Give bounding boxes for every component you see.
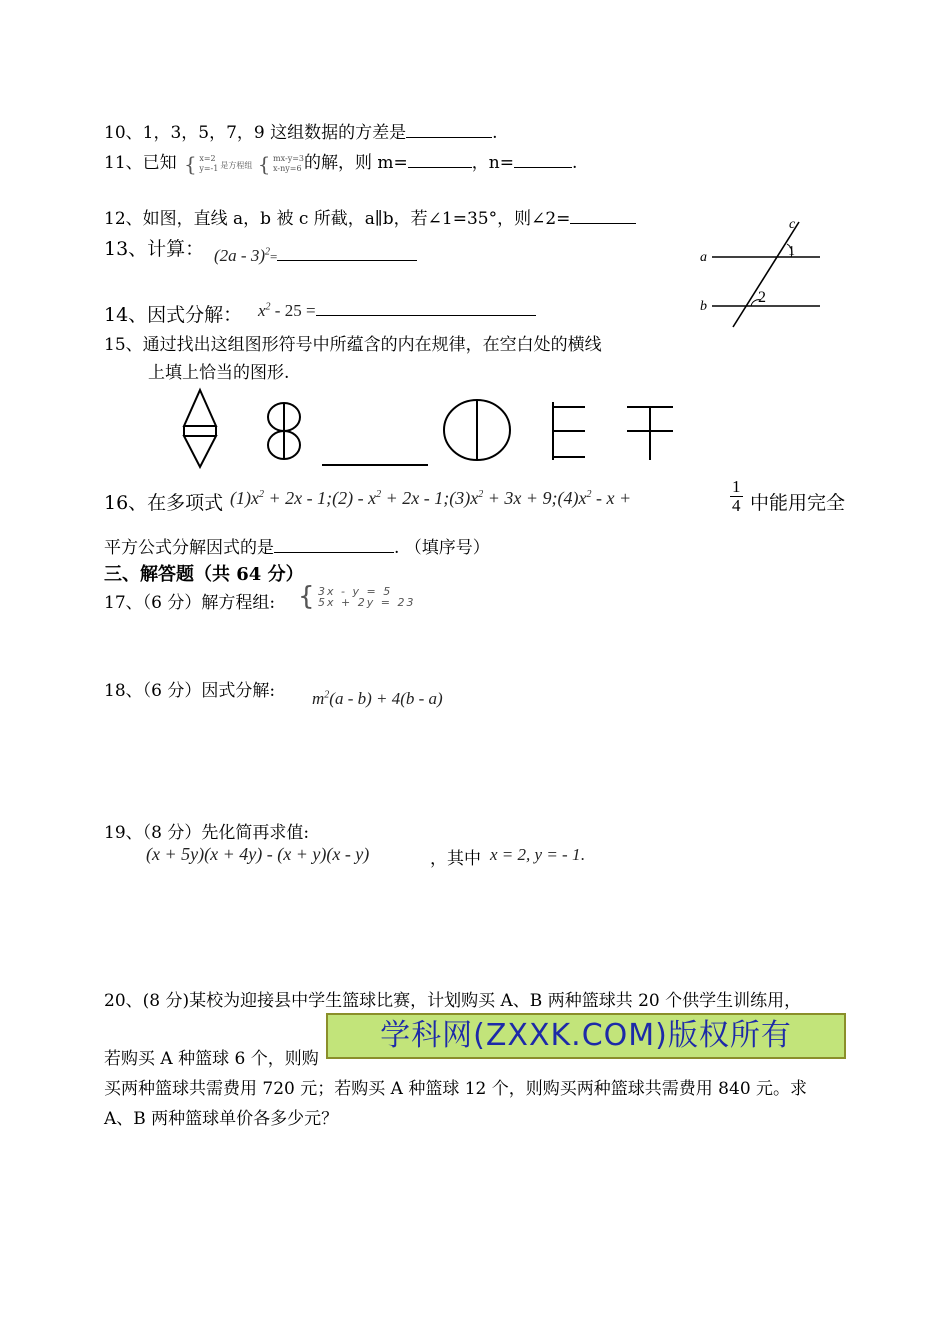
q16-fraction: $\frac{1}{4}$ xyxy=(732,477,741,515)
q18-expression: $m^2(a - b) + 4(b - a)$ xyxy=(312,689,443,708)
q16-polynomials: $(1)x^2 + 2x$ - 1;(2) - $x^2 + 2x$ - $1;(3)x^2 + 3x$ + $9;(4)x^2$ - x + xyxy=(230,488,632,508)
question-19: 19、（8 分）先化简再求值: xyxy=(104,823,310,843)
question-20-line3: 买两种篮球共需费用 720 元；若购买 A 种篮球 12 个，则购买两种篮球共需费用 840 元。求 xyxy=(104,1079,808,1099)
q11-m-blank[interactable] xyxy=(408,166,472,168)
question-16: 16、在多项式 xyxy=(104,492,224,514)
pattern-shape-1 xyxy=(184,390,216,467)
copyright-watermark: 学科网(ZXXK.COM)版权所有 xyxy=(326,1013,846,1059)
question-20-line2: 若购买 A 种篮球 6 个，则购 xyxy=(104,1049,319,1069)
q16-line2: 平方公式分解因式的是 . （填序号） xyxy=(104,538,490,558)
q19-condition: x = 2, y = - 1. xyxy=(490,845,585,864)
parallel-lines-figure xyxy=(695,214,835,334)
pattern-shape-4 xyxy=(444,400,510,460)
question-10: 10、1，3，5，7，9 这组数据的方差是 . xyxy=(104,123,498,143)
label-a: a xyxy=(700,250,707,265)
question-11: 11、已知 { x=2 y=-1 是方程组 { mx-y=3 x-ny=6 的解，则 m= ，n= . xyxy=(104,151,578,176)
question-12: 12、如图，直线 a，b 被 c 所截，a∥b，若∠1=35°，则∠2= xyxy=(104,204,636,229)
question-20-line4: A、B 两种篮球单价各多少元？ xyxy=(104,1109,339,1129)
angle-2-label: 2 xyxy=(758,289,766,306)
pattern-shape-6 xyxy=(627,407,673,460)
question-20-line1: 20、(8 分)某校为迎接县中学生篮球比赛，计划购买 A、B 两种篮球共 20 个供学生训练用， xyxy=(104,991,802,1011)
q16-tail: 中能用完全 xyxy=(750,492,846,514)
q19-condition-label: ，其中 xyxy=(430,849,481,869)
q11-solution-system: { x=2 y=-1 xyxy=(184,151,219,176)
q19-expression: (x + 5y)(x + 4y) - (x + y)(x - y) xyxy=(146,844,370,864)
question-18: 18、（6 分）因式分解: xyxy=(104,681,276,701)
label-c: c xyxy=(789,217,796,232)
label-b: b xyxy=(700,299,707,314)
pattern-shape-2 xyxy=(268,403,300,459)
q14-answer-blank[interactable] xyxy=(316,314,536,316)
section-3-title: 三、解答题（共 64 分） xyxy=(104,564,304,585)
q10-text: 10、1，3，5，7，9 这组数据的方差是 xyxy=(104,123,407,143)
q11-n-blank[interactable] xyxy=(514,166,572,168)
q13-answer-blank[interactable] xyxy=(277,259,417,261)
q12-answer-blank[interactable] xyxy=(570,222,636,224)
q17-equation-system: { 3x - y = 5 5x + 2y = 23 xyxy=(298,581,416,612)
q14-expression: $x^2 - 25$ = xyxy=(258,301,536,321)
q10-answer-blank[interactable] xyxy=(406,136,492,138)
question-13: 13、计算： xyxy=(104,238,205,260)
q13-expression: (2a - 3)$^2$= xyxy=(214,246,417,266)
question-15-line2: 上填上恰当的图形. xyxy=(148,363,290,383)
q16-answer-blank[interactable] xyxy=(274,551,394,553)
question-17: 17、（6 分）解方程组: xyxy=(104,593,276,613)
pattern-figures xyxy=(180,385,700,473)
question-14: 14、因式分解： xyxy=(104,304,243,326)
angle-1-label: 1 xyxy=(788,244,795,259)
pattern-shape-5 xyxy=(553,402,585,460)
q11-equation-system: { mx-y=3 x-ny=6 xyxy=(257,151,305,176)
question-15-line1: 15、通过找出这组图形符号中所蕴含的内在规律，在空白处的横线 xyxy=(104,335,602,355)
